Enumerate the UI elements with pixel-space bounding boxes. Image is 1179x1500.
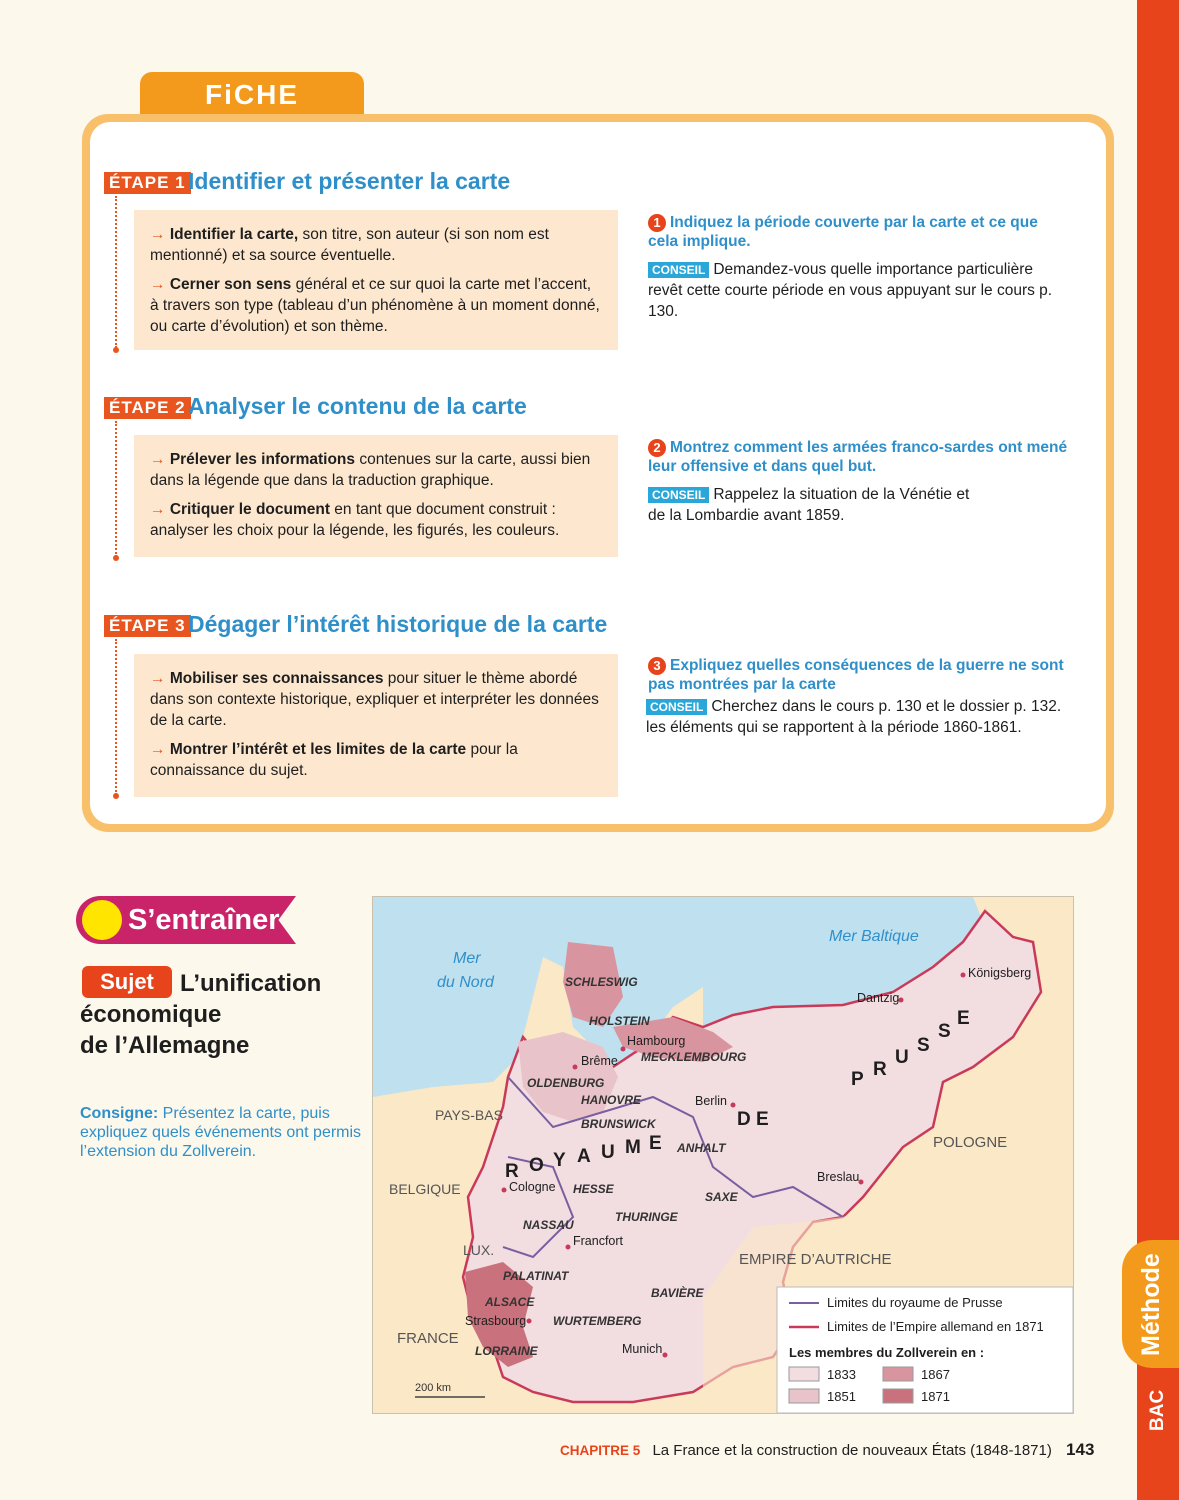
etape-1-point-2: → Cerner son sens général et ce sur quoi la carte met l’accent, à travers son type (tableau d’un phénomène à un moment donné, ou carte d’évolution) et son thème. — [150, 276, 600, 335]
prusse-r: R — [873, 1059, 887, 1080]
label-mer-baltique: Mer Baltique — [829, 928, 919, 945]
footer-title: La France et la construction de nouveaux États (1848-1871) — [652, 1442, 1052, 1459]
city-konigsberg-dot — [961, 973, 966, 978]
prusse-u: U — [895, 1047, 909, 1068]
label-schleswig: SCHLESWIG — [565, 975, 638, 989]
label-nassau: NASSAU — [523, 1218, 574, 1232]
prusse-s2: S — [938, 1021, 951, 1042]
city-strasbourg-dot — [527, 1319, 532, 1324]
label-holstein: HOLSTEIN — [589, 1014, 650, 1028]
legend-1833: 1833 — [827, 1367, 856, 1382]
sentrainer-circle — [82, 900, 122, 940]
prusse-e: E — [957, 1008, 970, 1029]
etape-1-point-1: → Identifier la carte, son titre, son auteur (si son nom est mentionné) et sa source éventuelle. — [150, 226, 549, 264]
etape-1-line — [115, 196, 117, 348]
conseil-1: CONSEIL Demandez-vous quelle importance particulière revêt cette courte période en vous appuyant sur le cours p. 130. — [648, 261, 1053, 320]
label-alsace: ALSACE — [485, 1295, 535, 1309]
royaume-r: R — [505, 1161, 519, 1182]
sujet-title: L’unification économique de l’Allemagne — [80, 970, 322, 1059]
city-strasbourg: Strasbourg — [465, 1314, 527, 1328]
etape-2-title: Analyser le contenu de la carte — [188, 393, 527, 419]
footer-chapitre: CHAPITRE 5 — [560, 1443, 641, 1458]
etape-2-box — [134, 435, 618, 557]
sujet-badge: Sujet — [82, 966, 172, 998]
etape-1-title: Identifier et présenter la carte — [188, 168, 511, 194]
question-3: 3 Expliquez quelles conséquences de la guerre ne sont pas montrées par la carte — [648, 657, 1064, 693]
label-paysbas: PAYS-BAS — [435, 1107, 503, 1123]
label-hanovre: HANOVRE — [581, 1093, 642, 1107]
etape-1-box — [134, 210, 618, 350]
label-saxe: SAXE — [705, 1190, 738, 1204]
royaume-o: O — [529, 1155, 544, 1176]
city-francfort-dot — [566, 1245, 571, 1250]
etape-2-point-2: → Critiquer le document en tant que document construit : analyser les choix pour la légende, les figurés, les couleurs. — [150, 501, 560, 539]
etape-1-badge: ÉTAPE 1 — [104, 172, 191, 194]
label-du-nord: du Nord — [437, 974, 494, 991]
city-dantzig: Dantzig — [857, 991, 900, 1005]
label-france: FRANCE — [397, 1330, 459, 1347]
label-hesse: HESSE — [573, 1182, 614, 1196]
legend-1833-swatch — [789, 1367, 819, 1381]
etape-3-line — [115, 639, 117, 795]
royaume-y: Y — [553, 1150, 566, 1171]
question-2: 2 Montrez comment les armées franco-sardes ont mené leur offensive et dans quel but. — [648, 439, 1068, 475]
etape-2-line — [115, 421, 117, 557]
prusse-s1: S — [917, 1035, 930, 1056]
city-breme: Brême — [581, 1054, 618, 1068]
label-de: D E — [737, 1109, 769, 1130]
page-number: 143 — [1066, 1440, 1095, 1459]
legend-1871-swatch — [883, 1389, 913, 1403]
etape-3-point-2: → Montrer l’intérêt et les limites de la carte pour la connaissance du sujet. — [150, 741, 518, 779]
city-hambourg-dot — [621, 1047, 626, 1052]
consigne: Consigne: Présentez la carte, puis expliquez quels événements ont permis l’extension du Zollverein. — [80, 1105, 362, 1160]
label-pologne: POLOGNE — [933, 1134, 1008, 1151]
etape-1-dot — [113, 347, 119, 353]
sentrainer-label: S’entraîner — [128, 904, 280, 936]
label-palatinat: PALATINAT — [503, 1269, 569, 1283]
etape-2-point-1: → Prélever les informations contenues sur la carte, aussi bien dans la légende que dans la traduction graphique. — [150, 451, 591, 489]
city-cologne: Cologne — [509, 1180, 556, 1194]
legend-1851: 1851 — [827, 1389, 856, 1404]
label-baviere: BAVIÈRE — [651, 1286, 704, 1300]
label-lorraine: LORRAINE — [475, 1344, 538, 1358]
city-cologne-dot — [502, 1188, 507, 1193]
city-breme-dot — [573, 1065, 578, 1070]
map-svg — [373, 897, 1074, 1414]
city-hambourg: Hambourg — [627, 1034, 686, 1048]
royaume-m: M — [625, 1137, 641, 1158]
royaume-a: A — [577, 1146, 591, 1167]
label-thuringe: THURINGE — [615, 1210, 678, 1224]
scale-label: 200 km — [415, 1382, 452, 1394]
etape-3-box — [134, 654, 618, 797]
label-brunswick: BRUNSWICK — [581, 1117, 656, 1131]
label-mer: Mer — [453, 950, 481, 967]
side-methode-label: Méthode — [1137, 1253, 1165, 1357]
page-footer — [560, 1440, 1094, 1460]
legend-prusse: Limites du royaume de Prusse — [827, 1295, 1003, 1310]
city-munich: Munich — [622, 1342, 663, 1356]
royaume-u: U — [601, 1142, 615, 1163]
legend-1867: 1867 — [921, 1367, 950, 1382]
city-munich-dot — [663, 1353, 668, 1358]
legend-1867-swatch — [883, 1367, 913, 1381]
label-lux: LUX. — [463, 1242, 495, 1258]
label-mecklembourg: MECKLEMBOURG — [641, 1050, 747, 1064]
city-francfort: Francfort — [573, 1234, 624, 1248]
conseil-2: CONSEIL Rappelez la situation de la Vénétie et de la Lombardie avant 1859. — [648, 486, 970, 524]
etape-2-dot — [113, 555, 119, 561]
conseil-3: CONSEIL Cherchez dans le cours p. 130 et le dossier p. 132. les éléments qui se rapportent à la période 1860-1861. — [646, 698, 1062, 736]
label-autriche: EMPIRE D’AUTRICHE — [739, 1251, 892, 1268]
question-1: 1 Indiquez la période couverte par la carte et ce que cela implique. — [648, 214, 1038, 250]
etape-3-point-1: → Mobiliser ses connaissances pour situer le thème abordé dans son contexte historique, expliquer et interpréter les données de la carte. — [150, 670, 599, 729]
legend-empire: Limites de l’Empire allemand en 1871 — [827, 1319, 1044, 1334]
city-breslau: Breslau — [817, 1170, 860, 1184]
legend-1851-swatch — [789, 1389, 819, 1403]
label-oldenburg: OLDENBURG — [527, 1076, 605, 1090]
zollverein-map — [372, 896, 1074, 1414]
label-anhalt: ANHALT — [677, 1141, 726, 1155]
side-bac-label: BAC — [1147, 1389, 1168, 1431]
label-belgique: BELGIQUE — [389, 1181, 461, 1197]
city-konigsberg: Königsberg — [968, 966, 1032, 980]
royaume-e: E — [649, 1133, 662, 1154]
etape-3-badge: ÉTAPE 3 — [104, 615, 191, 637]
legend-membres: Les membres du Zollverein en : — [789, 1345, 985, 1360]
etape-3-dot — [113, 793, 119, 799]
prusse-p: P — [851, 1069, 864, 1090]
label-wurtemberg: WURTEMBERG — [553, 1314, 642, 1328]
fiche-methode-tab: FiCHE — [140, 72, 364, 116]
etape-3-title: Dégager l’intérêt historique de la carte — [188, 611, 608, 637]
city-berlin: Berlin — [695, 1094, 727, 1108]
etape-2-badge: ÉTAPE 2 — [104, 397, 191, 419]
city-berlin-dot — [731, 1103, 736, 1108]
legend-1871: 1871 — [921, 1389, 950, 1404]
